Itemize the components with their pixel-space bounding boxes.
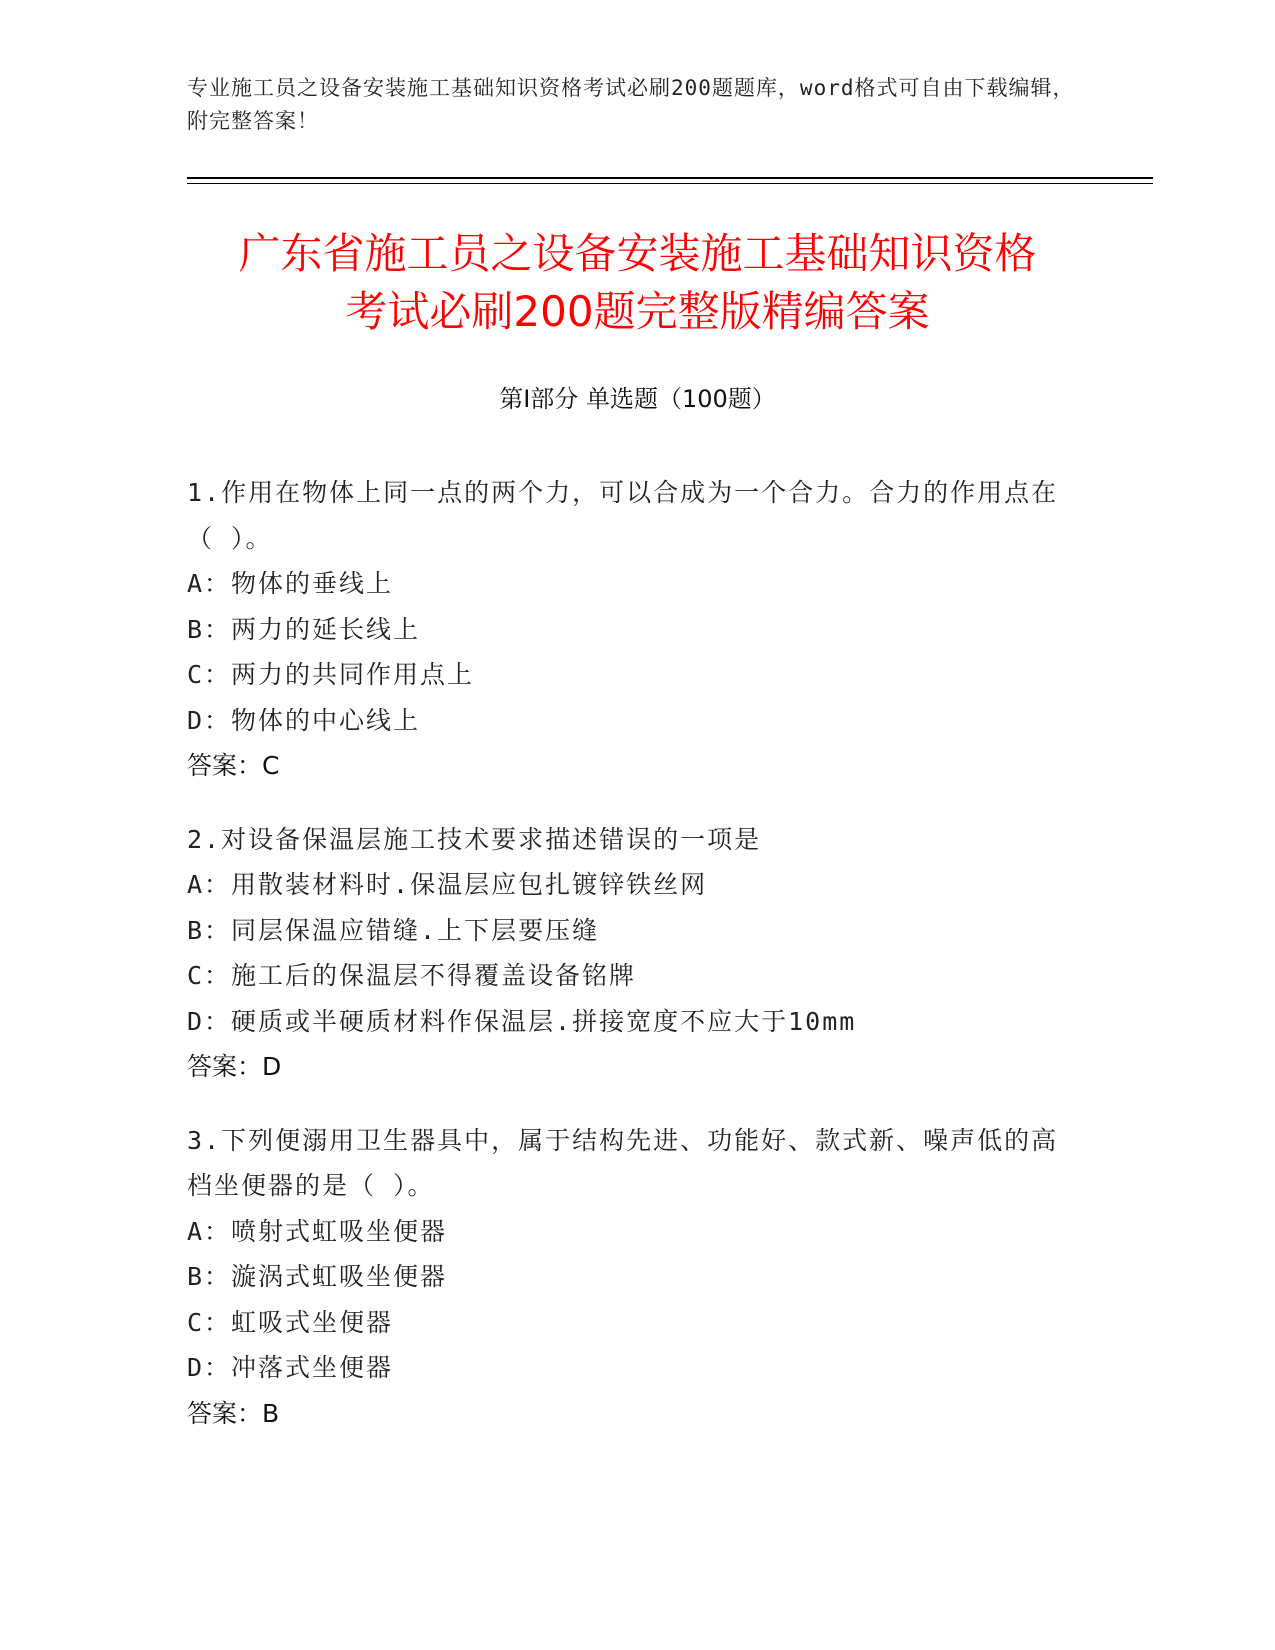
header-divider-thin [187,183,1153,184]
option-c: C：施工后的保温层不得覆盖设备铭牌 [187,961,637,990]
option-a: A：物体的垂线上 [187,569,394,598]
answer: 答案：C [187,751,280,780]
title-line-2: 考试必刷200题完整版精编答案 [345,287,930,336]
option-c: C：两力的共同作用点上 [187,660,475,689]
document-title [140,225,1135,341]
header-divider-thick [187,177,1153,179]
option-b: B：同层保温应错缝.上下层要压缝 [187,915,600,945]
option-b: B：漩涡式虹吸坐便器 [187,1262,448,1291]
question-list [187,470,1067,1464]
title-line-1: 广东省施工员之设备安装施工基础知识资格 [238,229,1037,278]
option-d: D：硬质或半硬质材料作保温层.拼接宽度不应大于10mm [187,1006,857,1036]
option-b: B：两力的延长线上 [187,614,421,644]
question-2 [187,817,1067,1090]
option-d: D：物体的中心线上 [187,705,421,735]
question-1 [187,470,1067,789]
question-stem: 3.下列便溺用卫生器具中，属于结构先进、功能好、款式新、噪声低的高档坐便器的是（ ）。 [187,1125,1059,1200]
question-3 [187,1118,1067,1437]
answer: 答案：D [187,1052,282,1081]
section-title: 第Ⅰ部分 单选题（100题） [499,385,776,413]
option-c: C：虹吸式坐便器 [187,1307,394,1337]
header-note: 专业施工员之设备安装施工基础知识资格考试必刷200题题库，word格式可自由下载编辑，附完整答案！ [187,76,1075,133]
option-d: D：冲落式坐便器 [187,1353,394,1382]
question-stem: 1.作用在物体上同一点的两个力，可以合成为一个合力。合力的作用点在（ ）。 [187,478,1059,553]
option-a: A：用散装材料时.保温层应包扎镀锌铁丝网 [187,870,708,899]
question-stem: 2.对设备保温层施工技术要求描述错误的一项是 [187,824,762,854]
answer: 答案：B [187,1398,280,1428]
option-a: A：喷射式虹吸坐便器 [187,1216,448,1246]
